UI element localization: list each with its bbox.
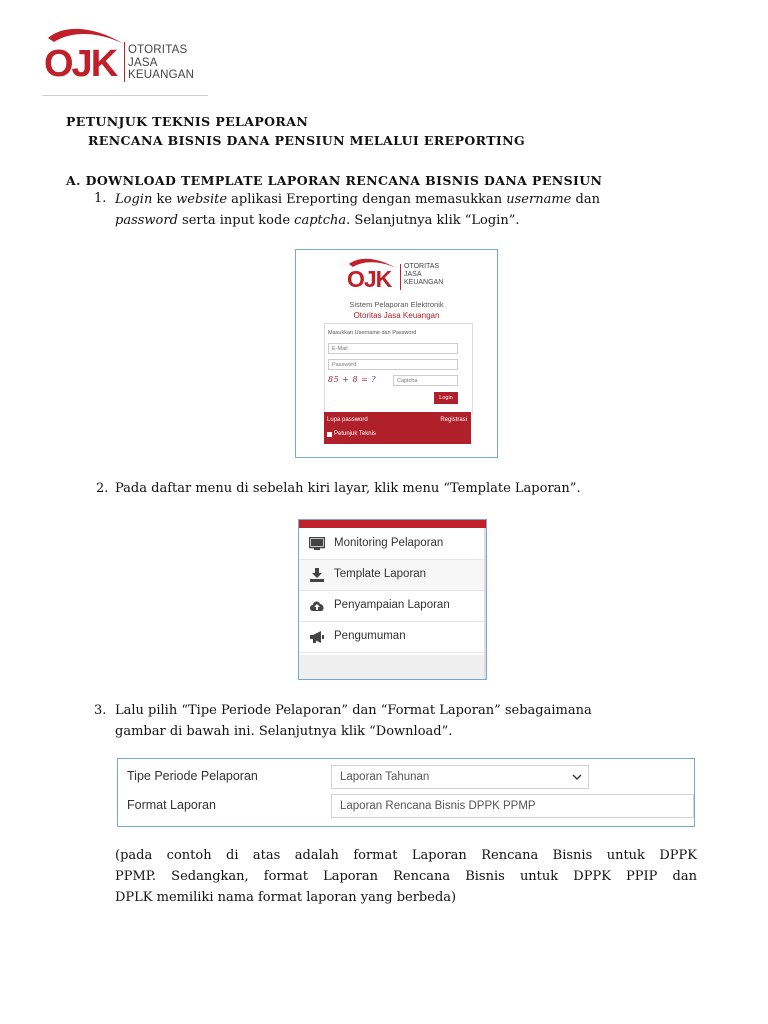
login-logo	[346, 256, 400, 296]
password-field[interactable]: Password	[328, 359, 458, 370]
note-line1: (pada contoh di atas adalah format Laporan Rencana Bisnis untuk DPPK	[115, 848, 697, 863]
login-logo-divider	[400, 264, 401, 290]
chevron-down-icon	[572, 773, 582, 781]
step3-text	[115, 700, 592, 742]
login-box	[324, 323, 473, 414]
menu-screenshot	[298, 519, 487, 680]
logo-line2: JASA	[128, 56, 158, 69]
login-screenshot	[295, 249, 498, 458]
report-form-screenshot	[117, 758, 695, 827]
cloud-upload-icon	[309, 599, 325, 613]
menu-top-bar	[299, 520, 487, 528]
menu-item-label: Penyampaian Laporan	[334, 599, 450, 611]
menu-item-label: Monitoring Pelaporan	[334, 537, 444, 549]
doc-title-line1: PETUNJUK TEKNIS PELAPORAN	[66, 114, 309, 129]
menu-item-monitoring[interactable]	[299, 529, 486, 560]
note-line3: DPLK memiliki nama format laporan yang berbeda)	[115, 890, 457, 905]
download-icon	[309, 568, 325, 582]
step3-number: 3.	[94, 703, 107, 718]
captcha-input[interactable]: Captcha	[393, 375, 458, 386]
menu-empty-area	[299, 655, 486, 680]
login-button[interactable]: Login	[434, 392, 458, 404]
menu-item-label: Template Laporan	[334, 568, 427, 580]
logo-text	[128, 44, 194, 82]
logo-line1: OTORITAS	[128, 44, 188, 56]
login-ojk-mark-icon	[346, 256, 400, 292]
guide-link[interactable]: Petunjuk Teknis	[334, 431, 376, 437]
step1-number: 1.	[94, 191, 107, 206]
menu-scrollbar	[484, 528, 486, 680]
captcha-image: 85 + 8 = ?	[328, 375, 377, 384]
register-link[interactable]: Registrasi	[440, 417, 467, 423]
section-a-heading: A. DOWNLOAD TEMPLATE LAPORAN RENCANA BISNIS DANA PENSIUN	[66, 173, 603, 188]
logo-divider	[124, 42, 125, 82]
login-logo-text: OTORITAS JASA KEUANGAN	[404, 263, 444, 286]
svg-text:OJK: OJK	[44, 43, 117, 84]
step3-line1: Lalu pilih “Tipe Periode Pelaporan” dan “Format Laporan” sebagaimana	[115, 703, 592, 718]
menu-item-label: Pengumuman	[334, 630, 406, 642]
login-box-label: Masukkan Username dan Password	[328, 330, 417, 336]
step3-line2: gambar di bawah ini. Selanjutnya klik “Download”.	[115, 724, 453, 739]
period-select[interactable]	[331, 765, 589, 789]
menu-item-template[interactable]	[299, 560, 486, 591]
login-footer	[324, 412, 471, 444]
ojk-logo-mark-icon	[42, 24, 132, 84]
monitor-icon	[309, 537, 325, 551]
guide-book-icon	[327, 432, 332, 437]
format-select[interactable]: Laporan Rencana Bisnis DPPK PPMP	[331, 794, 694, 818]
step2-text: Pada daftar menu di sebelah kiri layar, klik menu “Template Laporan”.	[115, 481, 581, 496]
step1-text	[115, 189, 600, 231]
megaphone-icon	[309, 630, 325, 644]
note-line2: PPMP. Sedangkan, format Laporan Rencana Bisnis untuk DPPK PPIP dan	[115, 869, 697, 884]
login-agency-name: Otoritas Jasa Keuangan	[353, 311, 440, 320]
step1-line1: Login ke website aplikasi Ereporting dengan memasukkan username dan	[115, 192, 600, 207]
email-field[interactable]: E-Mail	[328, 343, 458, 354]
logo-line3: KEUANGAN	[128, 69, 195, 81]
forgot-password-link[interactable]: Lupa password	[327, 417, 368, 423]
format-label: Format Laporan	[127, 798, 216, 812]
step2-number: 2.	[96, 481, 109, 496]
period-select-value: Laporan Tahunan	[340, 771, 430, 783]
doc-title-line2: RENCANA BISNIS DANA PENSIUN MELALUI EREPORTING	[88, 133, 526, 148]
note-paragraph	[115, 845, 697, 908]
step1-line2: password serta input kode captcha. Selanjutnya klik “Login”.	[115, 213, 520, 228]
menu-item-pengumuman[interactable]	[299, 622, 486, 653]
header-divider	[42, 95, 208, 96]
period-label: Tipe Periode Pelaporan	[127, 769, 258, 783]
login-system-name: Sistem Pelaporan Elektronik	[349, 300, 444, 309]
menu-item-penyampaian[interactable]	[299, 591, 486, 622]
svg-text:OJK: OJK	[347, 266, 392, 292]
